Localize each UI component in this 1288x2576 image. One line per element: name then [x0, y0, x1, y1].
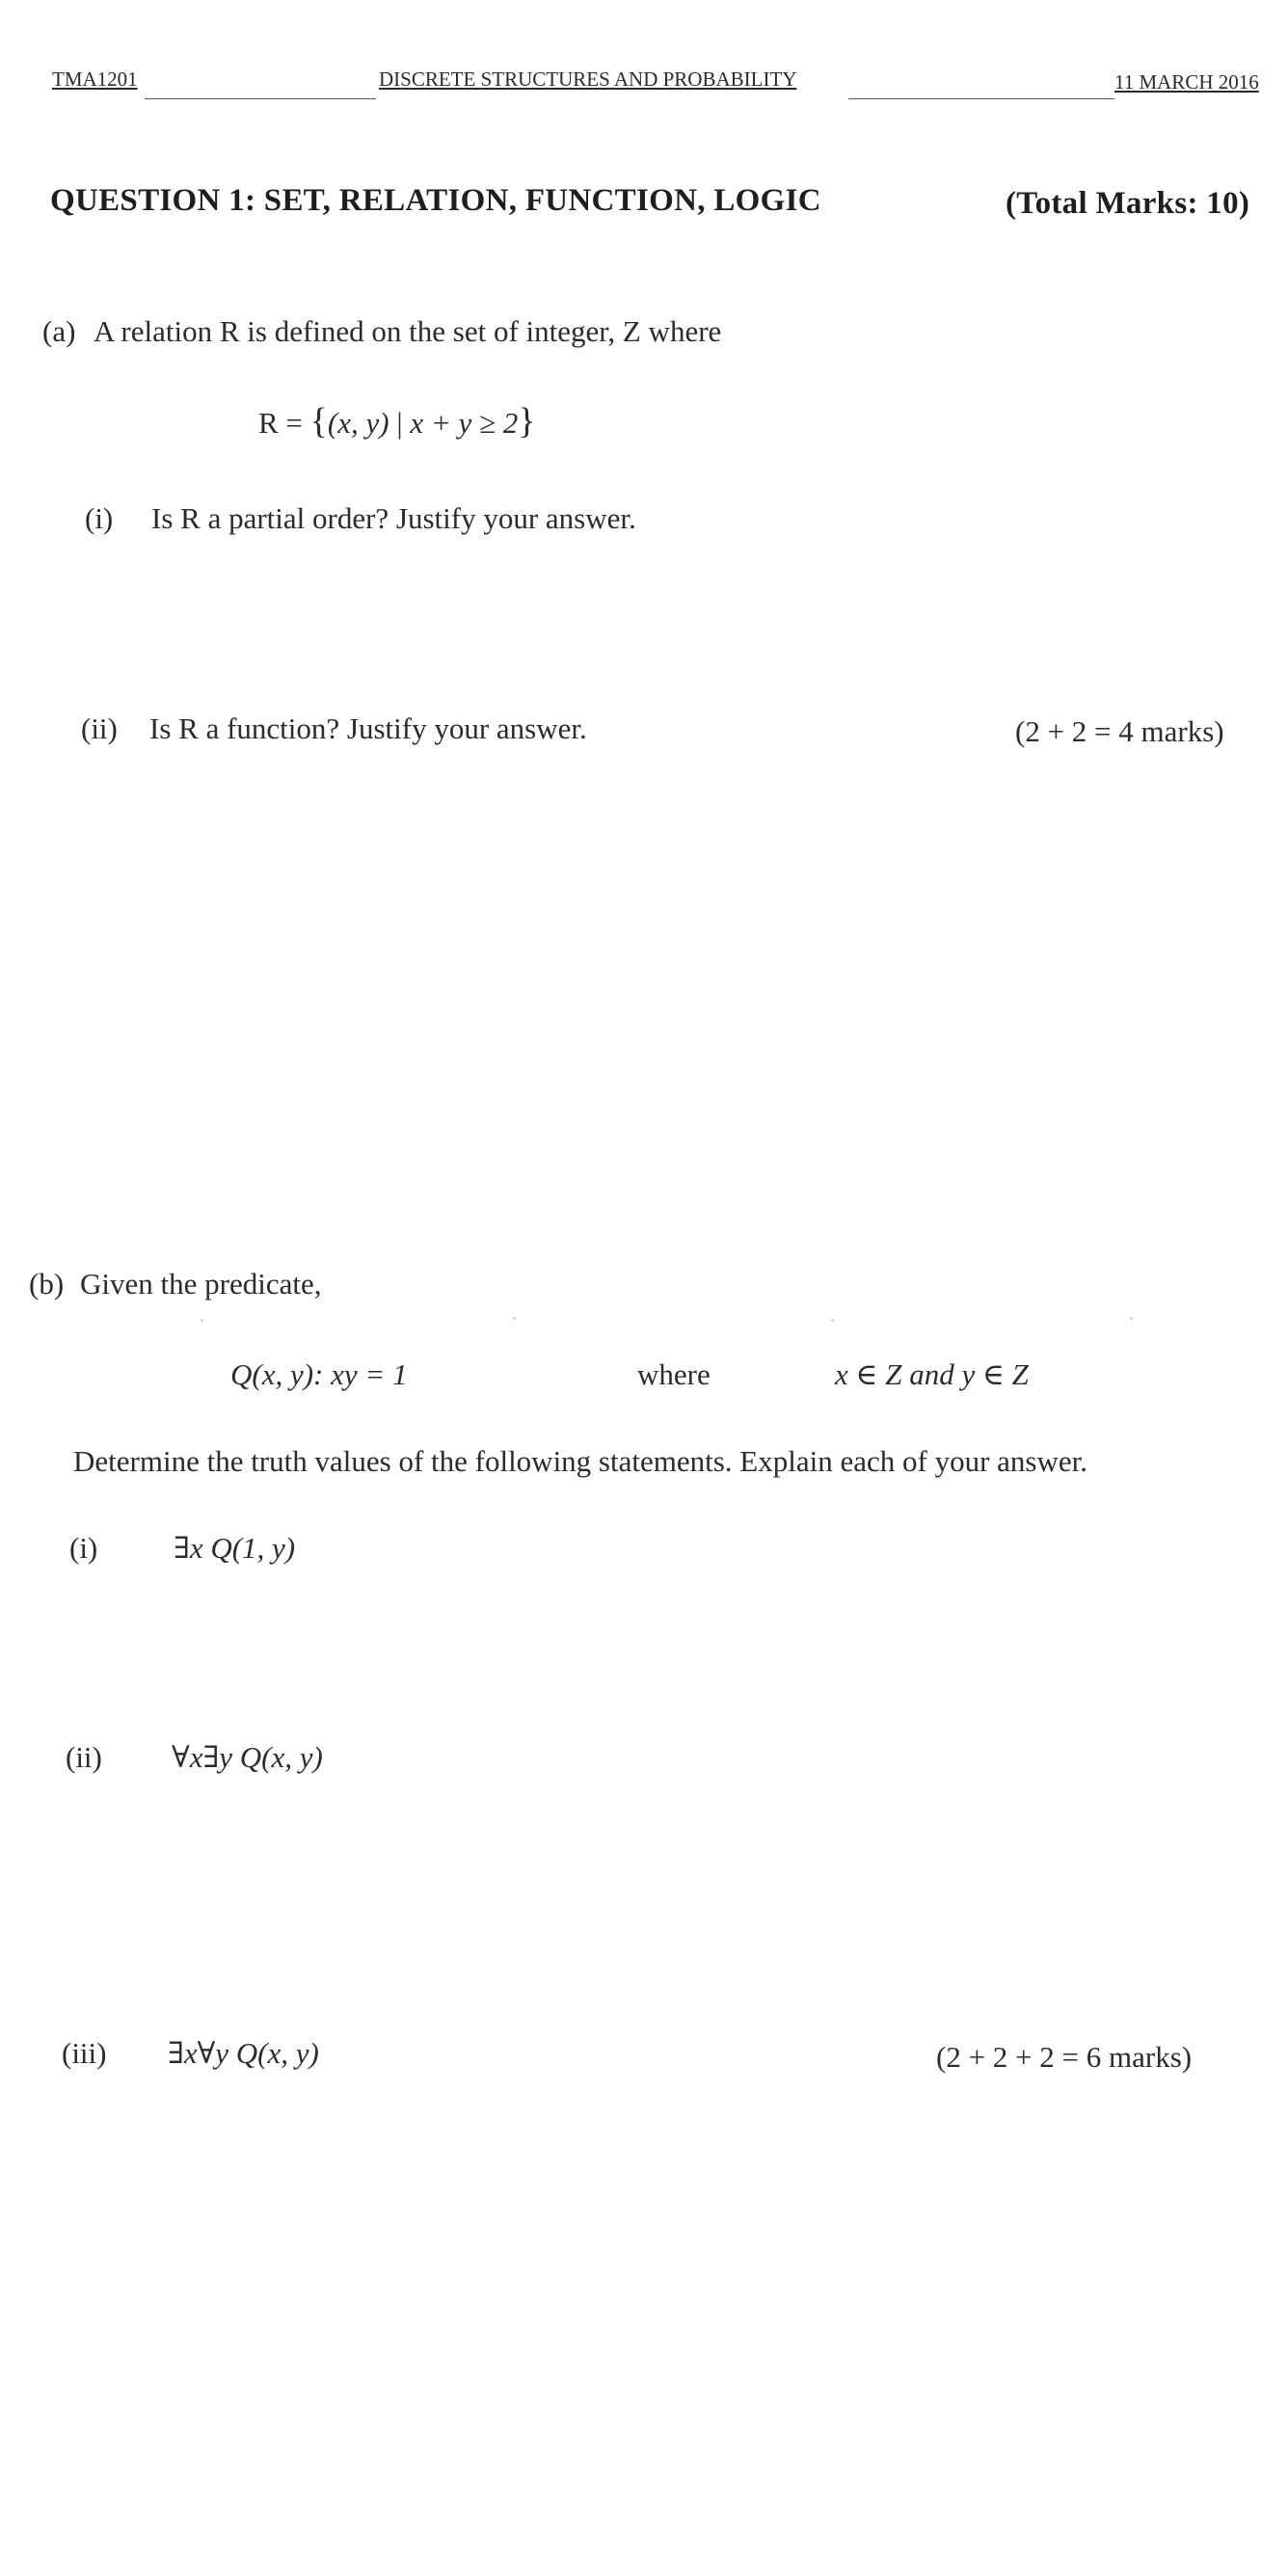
part-b-item-ii-statement: ∀x∃y Q(x, y) — [172, 1740, 323, 1774]
relation-bar: | — [396, 406, 403, 440]
part-a-intro: A relation R is defined on the set of integer, Z where — [94, 314, 722, 348]
course-code: TMA1201 — [52, 67, 138, 91]
relation-open-brace: { — [309, 401, 328, 442]
part-b-item-iii-label: (iii) — [62, 2036, 107, 2070]
part-b-marks: (2 + 2 + 2 = 6 marks) — [936, 2040, 1193, 2074]
total-marks: (Total Marks: 10) — [1006, 186, 1250, 221]
header-rule-right — [848, 98, 1114, 99]
part-a-item-i-label: (i) — [85, 501, 114, 535]
relation-lhs: R = — [258, 406, 303, 440]
relation-definition — [258, 400, 536, 443]
scan-speck — [1130, 1317, 1133, 1320]
predicate-definition: Q(x, y): xy = 1 — [230, 1357, 408, 1391]
question-title: QUESTION 1: SET, RELATION, FUNCTION, LOGIC — [50, 183, 821, 218]
predicate-domain: x ∈ Z and y ∈ Z — [835, 1357, 1029, 1391]
exam-date: 11 MARCH 2016 — [1114, 70, 1259, 94]
part-a-label: (a) — [42, 314, 76, 348]
part-b-item-ii-label: (ii) — [66, 1740, 102, 1774]
part-a-marks: (2 + 2 = 4 marks) — [1015, 714, 1224, 748]
course-name: DISCRETE STRUCTURES AND PROBABILITY — [379, 67, 797, 91]
part-b-item-i-statement: ∃x Q(1, y) — [174, 1531, 296, 1565]
scan-speck — [201, 1319, 203, 1322]
scan-speck — [831, 1319, 834, 1322]
relation-close-brace: } — [518, 401, 536, 442]
scan-speck — [513, 1317, 516, 1320]
relation-condition: x + y ≥ 2 — [410, 406, 519, 440]
part-a-item-ii-text: Is R a function? Justify your answer. — [149, 711, 587, 745]
part-b-label: (b) — [29, 1267, 65, 1301]
predicate-where: where — [637, 1357, 711, 1391]
part-b-instruction: Determine the truth values of the following statements. Explain each of your answer. — [73, 1444, 1087, 1478]
relation-pair: (x, y) — [327, 406, 389, 440]
part-b-item-i-label: (i) — [69, 1531, 98, 1565]
part-a-item-i-text: Is R a partial order? Justify your answer. — [151, 501, 636, 535]
part-b-item-iii-statement: ∃x∀y Q(x, y) — [168, 2036, 319, 2070]
part-a-item-ii-label: (ii) — [81, 711, 118, 745]
part-b-intro: Given the predicate, — [80, 1267, 322, 1301]
header-rule-left — [145, 98, 376, 99]
